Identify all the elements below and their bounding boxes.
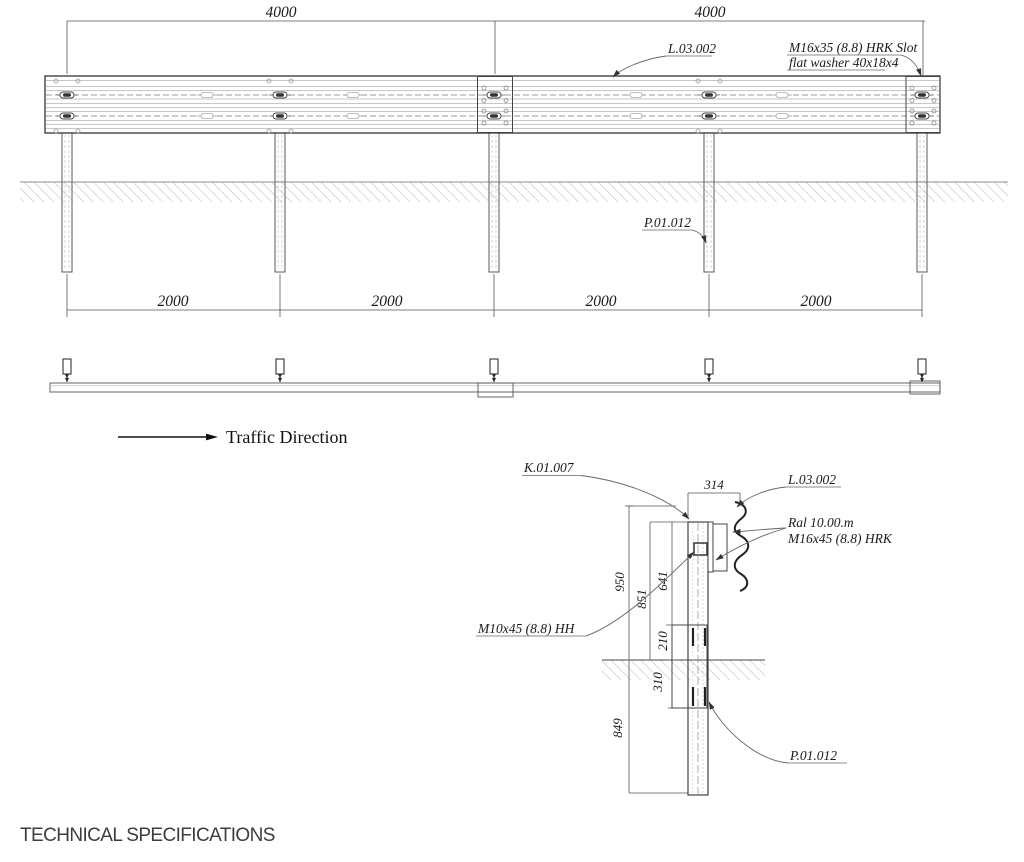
detail-width-dimension [688,493,740,519]
dim-314: 314 [704,477,724,492]
bolt-label-line1: M16x35 (8.8) HRK Slot [789,40,918,55]
dim-210: 210 [655,631,670,651]
traffic-arrowhead-icon [206,434,218,441]
detail-section-view [476,460,893,795]
detail-rail-callout [737,472,841,507]
dim-950: 950 [612,572,627,592]
plan-view [50,359,940,397]
dim-2000-4: 2000 [800,293,832,310]
plan-rail-bar [50,383,940,392]
dim-641: 641 [655,571,670,591]
elevation-post-label: P.01.012 [644,215,692,230]
detail-bracket-callout [522,460,689,519]
post-bolt-slot [694,543,707,555]
dim-849: 849 [610,718,625,738]
elevation-rail-label: L.03.002 [668,41,717,56]
detail-post-callout [709,702,847,763]
w-beam-profile [735,502,749,591]
elevation-view [20,4,1008,317]
detail-rail-label: L.03.002 [788,472,837,487]
detail-ground [602,660,765,680]
plan-posts [63,359,926,382]
page-title: TECHNICAL SPECIFICATIONS [20,825,275,846]
post-bolt-label: M10x45 (8.8) HH [478,621,575,636]
dim-2000-2: 2000 [371,293,403,310]
dim-310: 310 [650,672,665,692]
dim-2000-3: 2000 [585,293,617,310]
bolt-label-line2: flat washer 40x18x4 [789,55,899,70]
dim-2000-1: 2000 [157,293,189,310]
elevation-bolt-callout [787,40,921,76]
detail-post-label: P.01.012 [790,748,838,763]
ground-hatch [20,182,1008,202]
elevation-rail-callout [613,41,716,77]
detail-bracket-label: K.01.007 [524,460,574,475]
detail-post-bolt-callout [476,552,694,636]
guardrail-beam [45,76,940,133]
elevation-post-callout [642,215,706,243]
traffic-direction [118,427,347,447]
traffic-direction-label: Traffic Direction [226,427,348,447]
dim-851: 851 [634,589,649,609]
dim-4000-right: 4000 [694,4,726,21]
dim-4000-left: 4000 [265,4,297,21]
elevation-post-spacing-dimension [67,274,922,317]
rail-length-label: Ral 10.00.m [788,515,854,530]
rail-bolt-label: M16x45 (8.8) HRK [788,531,892,546]
detail-post [688,522,708,795]
elevation-posts [62,133,927,272]
